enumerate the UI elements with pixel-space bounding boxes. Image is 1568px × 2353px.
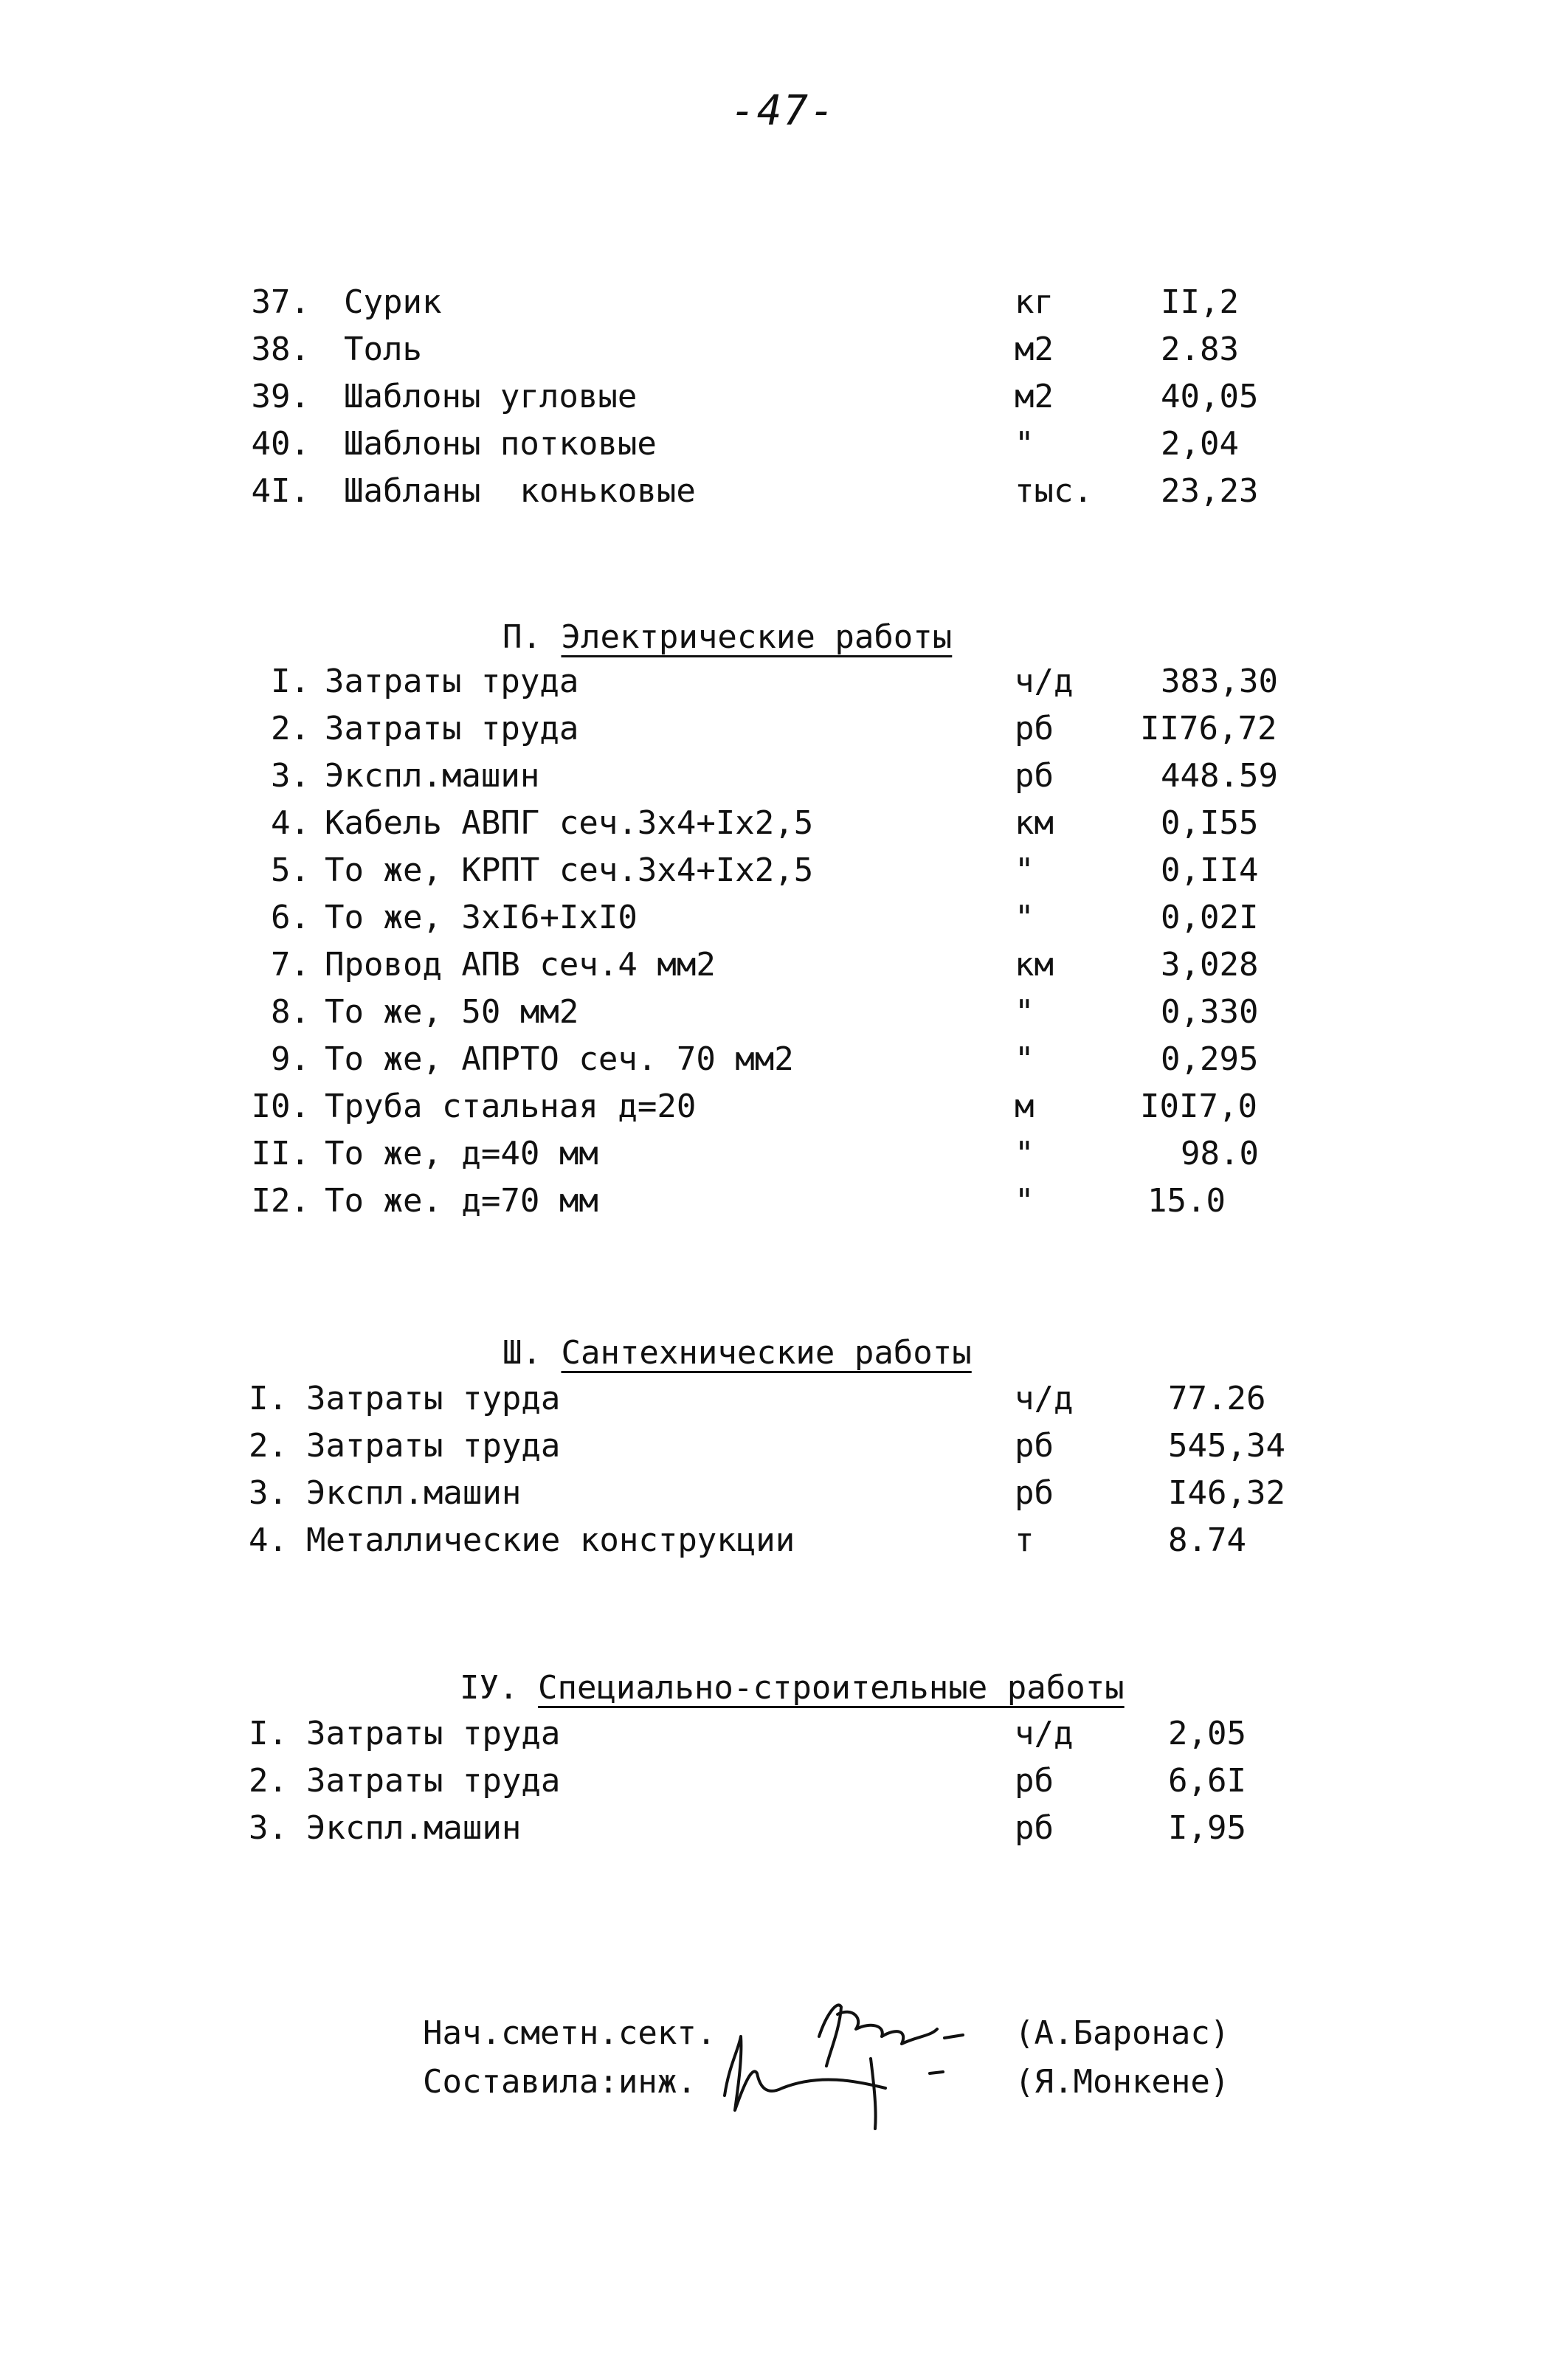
item-number: I. (249, 1380, 288, 1417)
section-ii-title: Электрические работы (561, 618, 953, 656)
item-value: I46,32 (1168, 1474, 1285, 1512)
item-number: 2. (249, 1427, 288, 1465)
list-item (0, 279, 1568, 326)
list-item (0, 1805, 1568, 1852)
item-value: 8.74 (1168, 1521, 1246, 1559)
item-name: Затраты труда (306, 1427, 561, 1465)
list-item (0, 1517, 1568, 1564)
item-name: Затраты труда (325, 663, 579, 700)
item-value: I,95 (1168, 1809, 1246, 1847)
list-item (0, 847, 1568, 894)
list-item (0, 989, 1568, 1036)
item-unit: т (1015, 1521, 1035, 1559)
item-unit: км (1015, 946, 1054, 984)
signature-role-1: Нач.сметн.сект. (423, 2014, 716, 2052)
item-value: 40,05 (1161, 378, 1259, 415)
item-unit: рб (1015, 1427, 1054, 1465)
page-number: -47- (731, 87, 836, 135)
item-number: I2. (251, 1182, 310, 1220)
item-number: I. (271, 663, 310, 700)
item-number: 3. (271, 757, 310, 795)
item-unit: " (1015, 899, 1035, 936)
item-number: 6. (271, 899, 310, 936)
list-item (0, 1710, 1568, 1758)
item-value: 383,30 (1161, 663, 1278, 700)
item-name: Экспл.машин (306, 1474, 522, 1512)
item-value: I0I7,0 (1140, 1088, 1257, 1125)
list-item (0, 705, 1568, 753)
item-value: 0,330 (1161, 993, 1259, 1031)
item-unit: " (1015, 425, 1035, 463)
item-value: 0,I55 (1161, 804, 1259, 842)
section-iv-heading (421, 1617, 1125, 1712)
item-number: 3. (249, 1809, 288, 1847)
list-item (0, 941, 1568, 989)
item-name: То же, АПРТО сеч. 70 мм2 (325, 1040, 794, 1078)
item-unit: ч/д (1015, 1715, 1074, 1752)
item-number: 3. (249, 1474, 288, 1512)
item-name: То же, д=40 мм (325, 1135, 598, 1172)
item-name: То же, 3хI6+IхI0 (325, 899, 638, 936)
item-unit: рб (1015, 1762, 1054, 1800)
list-item (0, 1178, 1568, 1225)
item-name: То же, КРПТ сеч.3х4+Iх2,5 (325, 851, 814, 889)
item-number: 2. (249, 1762, 288, 1800)
item-name: Шаблоны потковые (344, 425, 657, 463)
item-name: Сурик (344, 283, 442, 321)
item-value: 15.0 (1147, 1182, 1226, 1220)
item-number: 4. (249, 1521, 288, 1559)
item-value: 2,04 (1161, 425, 1239, 463)
item-name: Шаблоны угловые (344, 378, 638, 415)
item-number: 8. (271, 993, 310, 1031)
item-unit: м2 (1015, 378, 1054, 415)
list-item (0, 1758, 1568, 1805)
item-unit: м2 (1015, 331, 1054, 368)
item-name: То же, 50 мм2 (325, 993, 579, 1031)
list-item (0, 468, 1568, 515)
item-value: 98.0 (1181, 1135, 1259, 1172)
item-value: 6,6I (1168, 1762, 1246, 1800)
list-item (0, 326, 1568, 373)
list-item (0, 421, 1568, 468)
item-unit: тыс. (1015, 472, 1093, 510)
item-name: Труба стальная д=20 (325, 1088, 697, 1125)
item-value: 23,23 (1161, 472, 1259, 510)
item-number: 38. (251, 331, 310, 368)
item-name: Затраты турда (306, 1380, 561, 1417)
list-item (0, 658, 1568, 705)
item-name: Кабель АВПГ сеч.3х4+Iх2,5 (325, 804, 814, 842)
item-unit: " (1015, 1040, 1035, 1078)
signature-name-2: (Я.Монкене) (1015, 2063, 1230, 2101)
item-unit: рб (1015, 1474, 1054, 1512)
item-value: 0,02I (1161, 899, 1259, 936)
item-unit: " (1015, 1182, 1035, 1220)
section-iii-heading (463, 1282, 972, 1377)
item-name: Экспл.машин (325, 757, 540, 795)
list-item (0, 894, 1568, 941)
item-name: Шабланы коньковые (344, 472, 696, 510)
handwritten-signature (708, 1985, 989, 2132)
item-unit: " (1015, 993, 1035, 1031)
section-ii-roman: П. (502, 618, 542, 656)
item-number: II. (251, 1135, 310, 1172)
item-unit: м (1015, 1088, 1035, 1125)
item-name: Затраты труда (325, 710, 579, 747)
item-unit: рб (1015, 710, 1054, 747)
section-iv-roman: IУ. (459, 1669, 519, 1707)
item-name: Провод АПВ сеч.4 мм2 (325, 946, 716, 984)
list-item (0, 1423, 1568, 1470)
item-name: Затраты труда (306, 1762, 561, 1800)
item-value: 77.26 (1168, 1380, 1266, 1417)
list-item (0, 1470, 1568, 1517)
item-number: 4. (271, 804, 310, 842)
item-unit: ч/д (1015, 1380, 1074, 1417)
item-value: 545,34 (1168, 1427, 1285, 1465)
item-number: I. (249, 1715, 288, 1752)
item-value: 3,028 (1161, 946, 1259, 984)
item-number: 40. (251, 425, 310, 463)
item-value: 2,05 (1168, 1715, 1246, 1752)
section-iii-roman: Ш. (502, 1334, 542, 1372)
list-item (0, 1036, 1568, 1083)
item-value: II,2 (1161, 283, 1239, 321)
item-number: 37. (251, 283, 310, 321)
list-item (0, 373, 1568, 421)
section-iii-title: Сантехнические работы (561, 1334, 972, 1372)
item-number: 7. (271, 946, 310, 984)
item-number: 2. (271, 710, 310, 747)
list-item (0, 1083, 1568, 1130)
item-number: 5. (271, 851, 310, 889)
item-unit: рб (1015, 1809, 1054, 1847)
signature-name-1: (А.Баронас) (1015, 2014, 1230, 2052)
item-unit: кг (1015, 283, 1054, 321)
item-value: II76,72 (1140, 710, 1277, 747)
item-number: 4I. (251, 472, 310, 510)
item-name: Затраты труда (306, 1715, 561, 1752)
item-unit: ч/д (1015, 663, 1074, 700)
item-unit: рб (1015, 757, 1054, 795)
item-unit: км (1015, 804, 1054, 842)
list-item (0, 753, 1568, 800)
item-value: 448.59 (1161, 757, 1278, 795)
item-unit: " (1015, 1135, 1035, 1172)
section-ii-heading (463, 567, 952, 661)
list-item (0, 1130, 1568, 1178)
item-value: 2.83 (1161, 331, 1239, 368)
item-name: Металлические конструкции (306, 1521, 795, 1559)
item-value: 0,II4 (1161, 851, 1259, 889)
section-iv-title: Специально-строительные работы (537, 1669, 1125, 1707)
item-value: 0,295 (1161, 1040, 1259, 1078)
item-number: 39. (251, 378, 310, 415)
item-name: Экспл.машин (306, 1809, 522, 1847)
item-number: I0. (251, 1088, 310, 1125)
list-item (0, 800, 1568, 847)
item-name: Толь (344, 331, 422, 368)
list-item (0, 1375, 1568, 1423)
item-name: То же. д=70 мм (325, 1182, 598, 1220)
item-number: 9. (271, 1040, 310, 1078)
signature-role-2: Составила:инж. (423, 2063, 697, 2101)
item-unit: " (1015, 851, 1035, 889)
